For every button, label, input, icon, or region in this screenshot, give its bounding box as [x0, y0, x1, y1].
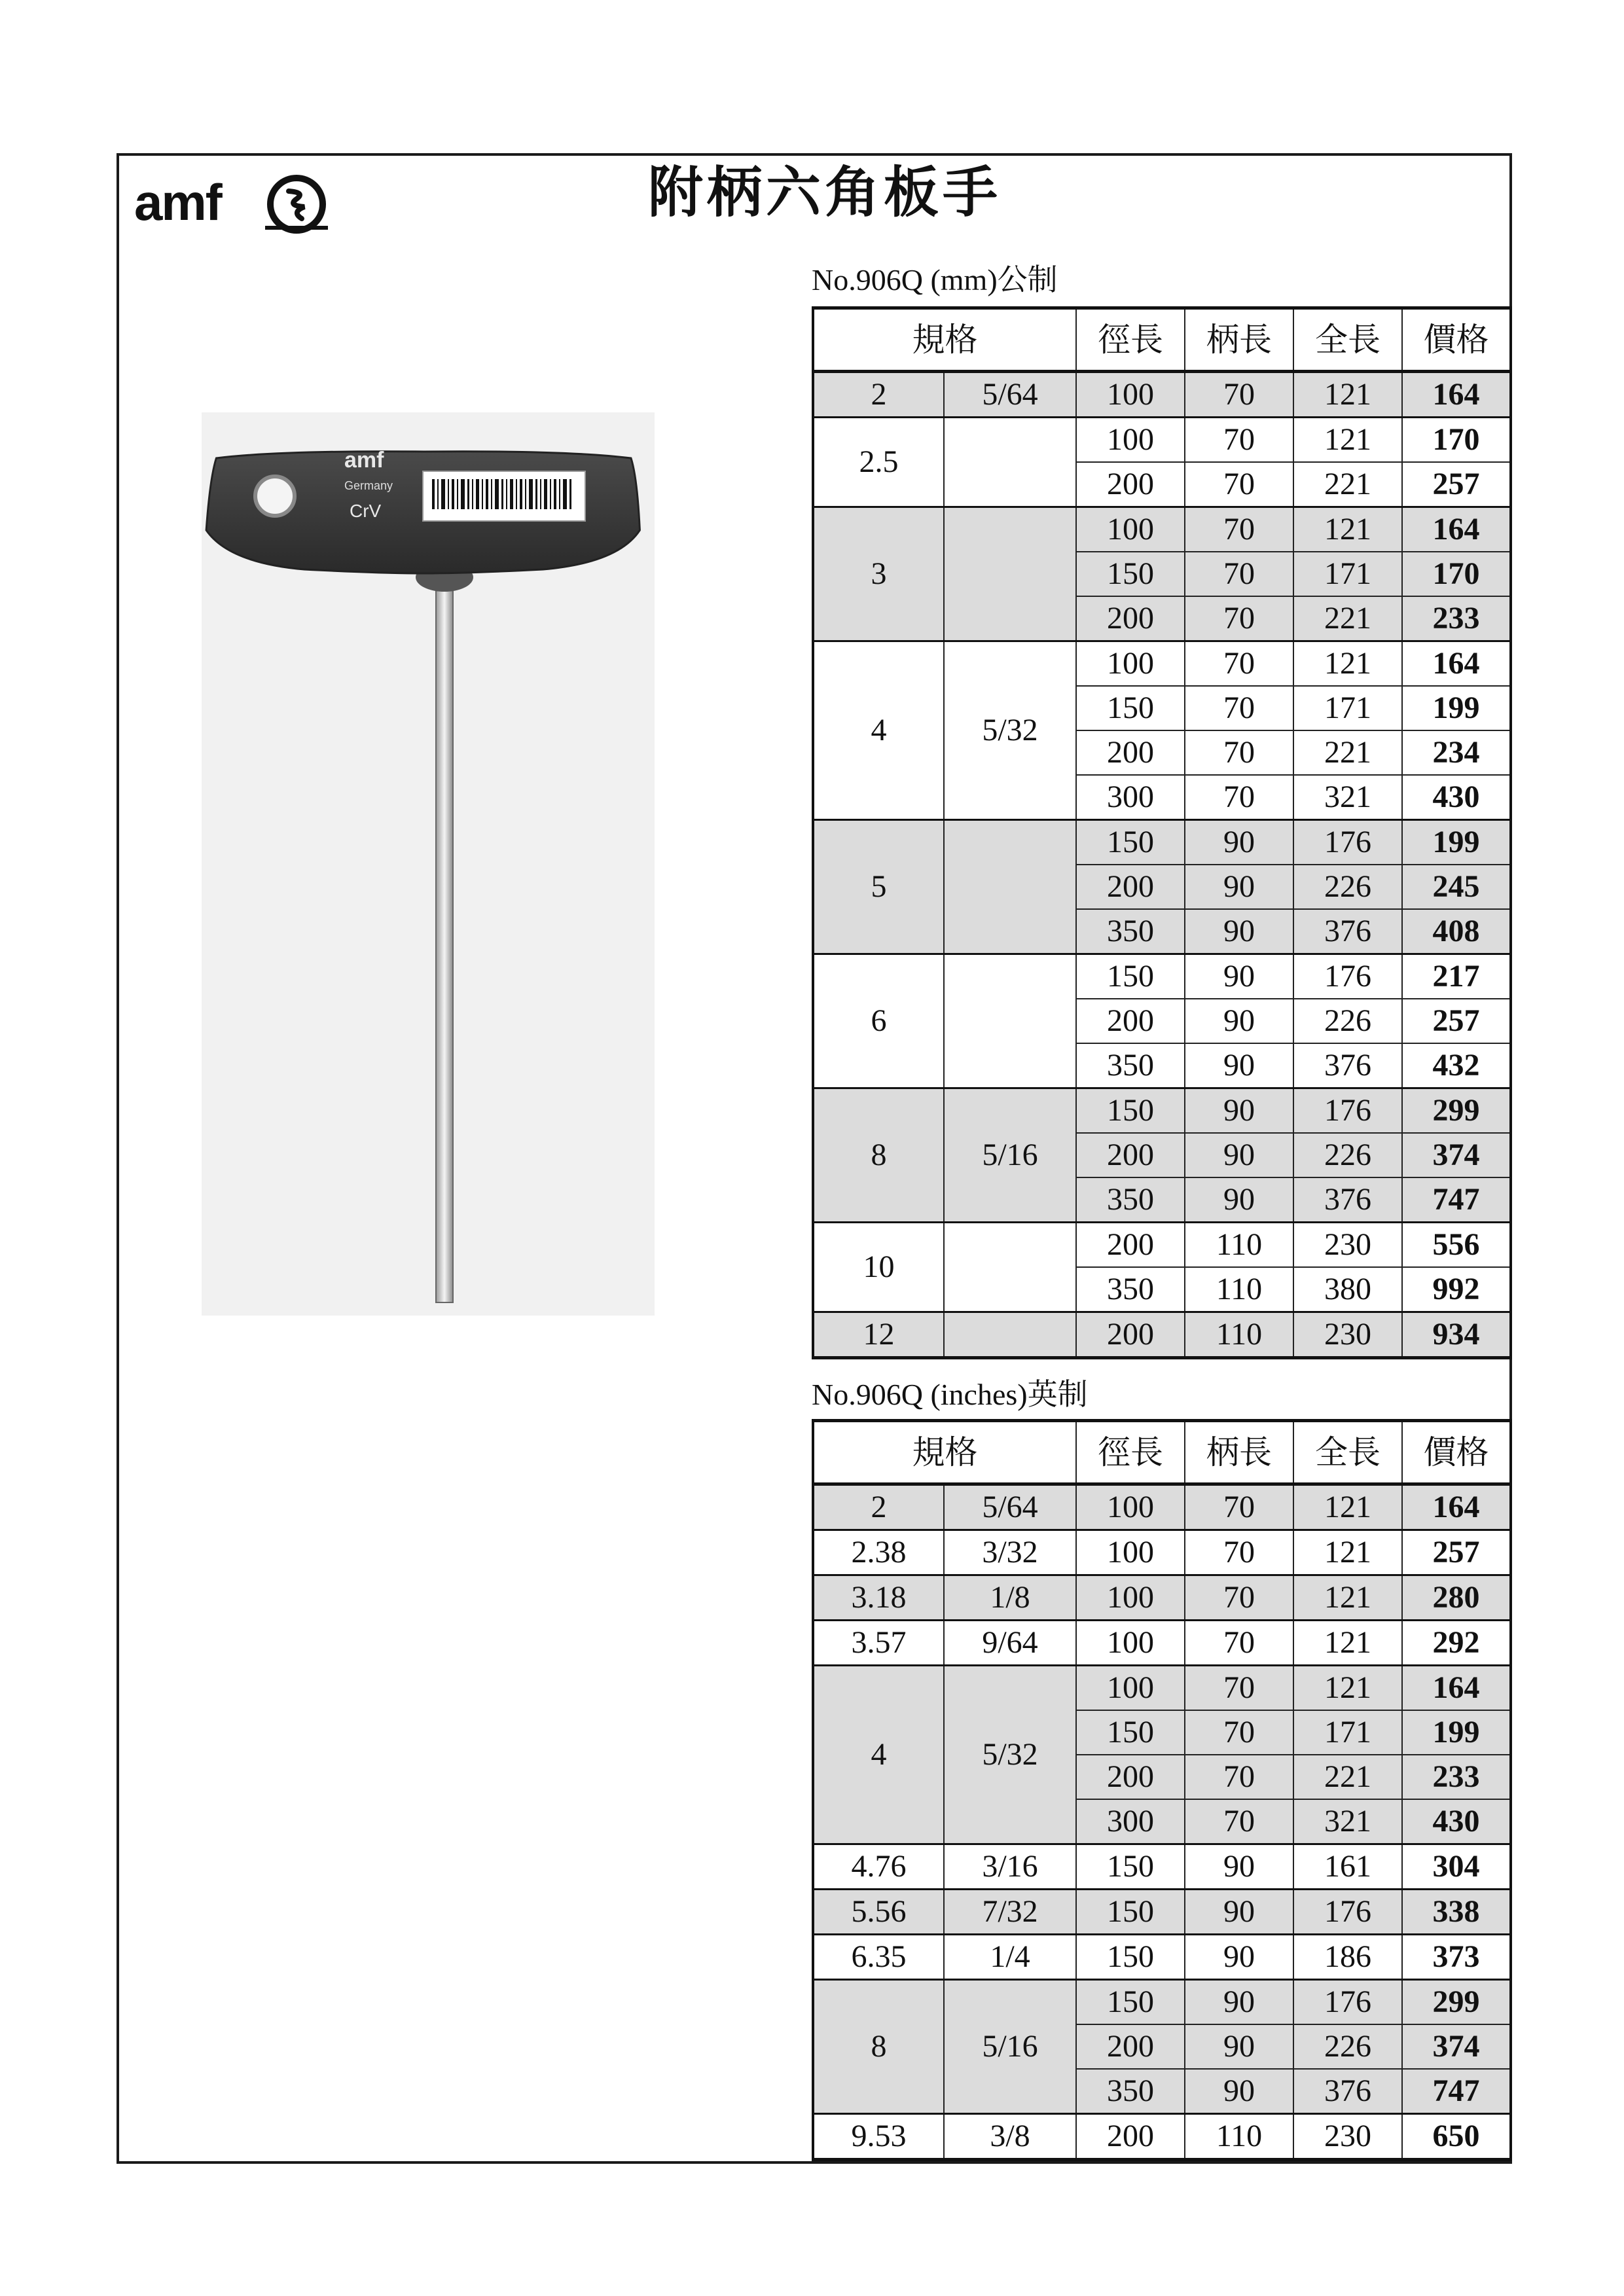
handle-length-cell: 70: [1185, 1710, 1293, 1755]
shank-length-cell: 100: [1076, 507, 1185, 552]
table-row: [813, 820, 1511, 865]
total-length-cell: 176: [1293, 1890, 1402, 1935]
total-length-cell: 121: [1293, 641, 1402, 687]
size-inch-cell: [944, 954, 1076, 1088]
size-inch-cell: 5/16: [944, 1980, 1076, 2114]
size-inch-cell: 1/8: [944, 1575, 1076, 1621]
table-row: [813, 1621, 1511, 1666]
price-cell: 257: [1402, 999, 1511, 1043]
size-inch-cell: 3/8: [944, 2114, 1076, 2160]
price-cell: 430: [1402, 1799, 1511, 1844]
shank-length-cell: 100: [1076, 1621, 1185, 1666]
price-cell: 199: [1402, 1710, 1511, 1755]
shank-length-cell: 150: [1076, 1710, 1185, 1755]
total-length-cell: 121: [1293, 1666, 1402, 1711]
size-mm-cell: 10: [813, 1223, 944, 1312]
handle-length-cell: 70: [1185, 1755, 1293, 1799]
table-row: [813, 1088, 1511, 1134]
handle-origin-text: Germany: [344, 479, 393, 492]
size-mm-cell: 2: [813, 1484, 944, 1530]
price-cell: 164: [1402, 1666, 1511, 1711]
price-cell: 234: [1402, 730, 1511, 775]
t-handle-wrench-image: [202, 412, 655, 1316]
total-length-cell: 226: [1293, 1133, 1402, 1177]
shank-length-cell: 100: [1076, 372, 1185, 418]
price-cell: 556: [1402, 1223, 1511, 1268]
page-title: 附柄六角板手: [648, 160, 1002, 224]
handle-length-cell: 90: [1185, 820, 1293, 865]
handle-length-cell: 90: [1185, 2024, 1293, 2069]
total-length-cell: 380: [1293, 1267, 1402, 1312]
shank-length-cell: 100: [1076, 641, 1185, 687]
size-mm-cell: 5: [813, 820, 944, 954]
price-cell: 408: [1402, 909, 1511, 954]
total-length-cell: 121: [1293, 1530, 1402, 1575]
total-length-cell: 226: [1293, 2024, 1402, 2069]
handle-length-cell: 110: [1185, 2114, 1293, 2160]
table-row: [813, 1844, 1511, 1890]
price-cell: 650: [1402, 2114, 1511, 2160]
size-mm-cell: 9.53: [813, 2114, 944, 2160]
table-row: [813, 641, 1511, 687]
size-mm-cell: 3: [813, 507, 944, 641]
size-inch-cell: 3/16: [944, 1844, 1076, 1890]
size-inch-cell: 7/32: [944, 1890, 1076, 1935]
size-inch-cell: [944, 1223, 1076, 1312]
price-cell: 373: [1402, 1935, 1511, 1980]
header-price: 價格: [1402, 1421, 1511, 1484]
shank-length-cell: 200: [1076, 2024, 1185, 2069]
shank-length-cell: 150: [1076, 1890, 1185, 1935]
shank-length-cell: 350: [1076, 2069, 1185, 2114]
shank-length-cell: 200: [1076, 1755, 1185, 1799]
shank-length-cell: 150: [1076, 1088, 1185, 1134]
shank-length-cell: 350: [1076, 1043, 1185, 1088]
total-length-cell: 161: [1293, 1844, 1402, 1890]
handle-length-cell: 90: [1185, 1935, 1293, 1980]
handle-length-cell: 90: [1185, 1980, 1293, 2025]
total-length-cell: 121: [1293, 418, 1402, 463]
product-photo: [202, 412, 655, 1316]
shank-length-cell: 150: [1076, 1935, 1185, 1980]
total-length-cell: 230: [1293, 2114, 1402, 2160]
handle-length-cell: 70: [1185, 1575, 1293, 1621]
table-row: [813, 1666, 1511, 1711]
shank-length-cell: 200: [1076, 2114, 1185, 2160]
total-length-cell: 230: [1293, 1312, 1402, 1358]
total-length-cell: 221: [1293, 730, 1402, 775]
header-shank: 徑長: [1076, 308, 1185, 372]
size-mm-cell: 12: [813, 1312, 944, 1358]
size-mm-cell: 3.57: [813, 1621, 944, 1666]
size-mm-cell: 2.38: [813, 1530, 944, 1575]
handle-brand-text: amf: [344, 448, 384, 473]
price-cell: 430: [1402, 775, 1511, 820]
handle-length-cell: 70: [1185, 418, 1293, 463]
table-row: [813, 372, 1511, 418]
price-cell: 170: [1402, 418, 1511, 463]
amf-logo: [134, 171, 331, 237]
handle-length-cell: 90: [1185, 2069, 1293, 2114]
shank-length-cell: 200: [1076, 1223, 1185, 1268]
total-length-cell: 171: [1293, 552, 1402, 596]
shank-length-cell: 150: [1076, 552, 1185, 596]
shank-length-cell: 200: [1076, 596, 1185, 641]
handle-length-cell: 90: [1185, 1133, 1293, 1177]
handle-length-cell: 110: [1185, 1267, 1293, 1312]
handle-length-cell: 110: [1185, 1223, 1293, 1268]
shank-length-cell: 200: [1076, 462, 1185, 507]
size-mm-cell: 5.56: [813, 1890, 944, 1935]
handle-length-cell: 70: [1185, 730, 1293, 775]
shank-length-cell: 300: [1076, 775, 1185, 820]
price-cell: 233: [1402, 1755, 1511, 1799]
shank-length-cell: 300: [1076, 1799, 1185, 1844]
handle-length-cell: 70: [1185, 686, 1293, 730]
size-mm-cell: 8: [813, 1980, 944, 2114]
total-length-cell: 221: [1293, 1755, 1402, 1799]
shank-length-cell: 200: [1076, 730, 1185, 775]
size-inch-cell: 5/64: [944, 1484, 1076, 1530]
header-total: 全長: [1293, 1421, 1402, 1484]
handle-length-cell: 70: [1185, 1666, 1293, 1711]
total-length-cell: 376: [1293, 2069, 1402, 2114]
header-price: 價格: [1402, 308, 1511, 372]
price-cell: 199: [1402, 820, 1511, 865]
shank-length-cell: 100: [1076, 418, 1185, 463]
table-row: [813, 1980, 1511, 2025]
size-inch-cell: [944, 418, 1076, 507]
header-handle: 柄長: [1185, 308, 1293, 372]
handle-length-cell: 90: [1185, 1043, 1293, 1088]
price-cell: 170: [1402, 552, 1511, 596]
price-cell: 292: [1402, 1621, 1511, 1666]
table-row: [813, 1575, 1511, 1621]
handle-length-cell: 90: [1185, 954, 1293, 999]
handle-length-cell: 90: [1185, 999, 1293, 1043]
size-inch-cell: 1/4: [944, 1935, 1076, 1980]
handle-length-cell: 70: [1185, 1530, 1293, 1575]
total-length-cell: 226: [1293, 865, 1402, 909]
handle-material-text: CrV: [350, 501, 382, 521]
inches-section-title: No.906Q (inches)英制: [812, 1378, 1088, 1411]
size-inch-cell: 5/64: [944, 372, 1076, 418]
logo-text: amf: [134, 173, 221, 231]
size-inch-cell: 5/32: [944, 1666, 1076, 1844]
size-inch-cell: 9/64: [944, 1621, 1076, 1666]
price-cell: 233: [1402, 596, 1511, 641]
header-total: 全長: [1293, 308, 1402, 372]
inches-spec-table: [812, 1419, 1512, 2161]
total-length-cell: 221: [1293, 596, 1402, 641]
price-cell: 280: [1402, 1575, 1511, 1621]
shank-length-cell: 200: [1076, 865, 1185, 909]
size-inch-cell: [944, 507, 1076, 641]
price-cell: 164: [1402, 1484, 1511, 1530]
handle-length-cell: 90: [1185, 1844, 1293, 1890]
size-inch-cell: 3/32: [944, 1530, 1076, 1575]
total-length-cell: 171: [1293, 686, 1402, 730]
handle-length-cell: 90: [1185, 1088, 1293, 1134]
total-length-cell: 230: [1293, 1223, 1402, 1268]
handle-length-cell: 90: [1185, 909, 1293, 954]
shank-length-cell: 100: [1076, 1530, 1185, 1575]
price-cell: 747: [1402, 1177, 1511, 1223]
handle-length-cell: 70: [1185, 462, 1293, 507]
shank-length-cell: 200: [1076, 999, 1185, 1043]
total-length-cell: 321: [1293, 1799, 1402, 1844]
price-cell: 257: [1402, 462, 1511, 507]
table-row: [813, 1223, 1511, 1268]
price-cell: 992: [1402, 1267, 1511, 1312]
handle-length-cell: 90: [1185, 1177, 1293, 1223]
shank-length-cell: 100: [1076, 1575, 1185, 1621]
total-length-cell: 176: [1293, 1980, 1402, 2025]
price-cell: 432: [1402, 1043, 1511, 1088]
shank-length-cell: 150: [1076, 954, 1185, 999]
shank-length-cell: 100: [1076, 1666, 1185, 1711]
handle-length-cell: 70: [1185, 1484, 1293, 1530]
size-mm-cell: 6.35: [813, 1935, 944, 1980]
price-cell: 299: [1402, 1980, 1511, 2025]
table-row: [813, 1484, 1511, 1530]
metric-section-title: No.906Q (mm)公制: [812, 263, 1058, 296]
handle-length-cell: 110: [1185, 1312, 1293, 1358]
shank-length-cell: 350: [1076, 1177, 1185, 1223]
logo-screw-icon: [265, 173, 328, 236]
handle-length-cell: 90: [1185, 865, 1293, 909]
shank-length-cell: 150: [1076, 820, 1185, 865]
shank-length-cell: 150: [1076, 686, 1185, 730]
shank-length-cell: 150: [1076, 1980, 1185, 2025]
handle-length-cell: 70: [1185, 372, 1293, 418]
shank-length-cell: 200: [1076, 1312, 1185, 1358]
table-row: [813, 507, 1511, 552]
size-mm-cell: 2: [813, 372, 944, 418]
size-mm-cell: 3.18: [813, 1575, 944, 1621]
table-row: [813, 1530, 1511, 1575]
total-length-cell: 376: [1293, 1177, 1402, 1223]
price-cell: 164: [1402, 372, 1511, 418]
shank-length-cell: 200: [1076, 1133, 1185, 1177]
size-mm-cell: 8: [813, 1088, 944, 1223]
price-cell: 374: [1402, 1133, 1511, 1177]
total-length-cell: 121: [1293, 372, 1402, 418]
size-mm-cell: 4: [813, 641, 944, 820]
price-cell: 299: [1402, 1088, 1511, 1134]
handle-length-cell: 70: [1185, 507, 1293, 552]
price-cell: 304: [1402, 1844, 1511, 1890]
header-spec: 規格: [813, 1421, 1076, 1484]
price-cell: 934: [1402, 1312, 1511, 1358]
table-row: [813, 2114, 1511, 2160]
shank-length-cell: 350: [1076, 909, 1185, 954]
size-inch-cell: [944, 1312, 1076, 1358]
handle-length-cell: 70: [1185, 775, 1293, 820]
total-length-cell: 121: [1293, 507, 1402, 552]
price-cell: 164: [1402, 641, 1511, 687]
total-length-cell: 121: [1293, 1484, 1402, 1530]
total-length-cell: 176: [1293, 1088, 1402, 1134]
total-length-cell: 121: [1293, 1575, 1402, 1621]
table-row: [813, 1890, 1511, 1935]
price-cell: 164: [1402, 507, 1511, 552]
total-length-cell: 176: [1293, 820, 1402, 865]
total-length-cell: 186: [1293, 1935, 1402, 1980]
total-length-cell: 121: [1293, 1621, 1402, 1666]
size-inch-cell: 5/16: [944, 1088, 1076, 1223]
price-cell: 747: [1402, 2069, 1511, 2114]
total-length-cell: 376: [1293, 1043, 1402, 1088]
total-length-cell: 321: [1293, 775, 1402, 820]
metric-spec-table: [812, 306, 1512, 1359]
header-spec: 規格: [813, 308, 1076, 372]
table-row: [813, 954, 1511, 999]
handle-length-cell: 70: [1185, 552, 1293, 596]
size-mm-cell: 2.5: [813, 418, 944, 507]
price-cell: 257: [1402, 1530, 1511, 1575]
shank-length-cell: 150: [1076, 1844, 1185, 1890]
header-shank: 徑長: [1076, 1421, 1185, 1484]
total-length-cell: 221: [1293, 462, 1402, 507]
handle-length-cell: 70: [1185, 1621, 1293, 1666]
total-length-cell: 171: [1293, 1710, 1402, 1755]
total-length-cell: 376: [1293, 909, 1402, 954]
table-row: [813, 1935, 1511, 1980]
size-mm-cell: 4: [813, 1666, 944, 1844]
handle-length-cell: 70: [1185, 596, 1293, 641]
handle-length-cell: 90: [1185, 1890, 1293, 1935]
total-length-cell: 176: [1293, 954, 1402, 999]
size-mm-cell: 6: [813, 954, 944, 1088]
price-cell: 338: [1402, 1890, 1511, 1935]
table-row: [813, 418, 1511, 463]
price-cell: 374: [1402, 2024, 1511, 2069]
size-mm-cell: 4.76: [813, 1844, 944, 1890]
price-cell: 217: [1402, 954, 1511, 999]
handle-length-cell: 70: [1185, 641, 1293, 687]
price-cell: 245: [1402, 865, 1511, 909]
shank-length-cell: 350: [1076, 1267, 1185, 1312]
total-length-cell: 226: [1293, 999, 1402, 1043]
handle-length-cell: 70: [1185, 1799, 1293, 1844]
price-cell: 199: [1402, 686, 1511, 730]
header-handle: 柄長: [1185, 1421, 1293, 1484]
table-row: [813, 1312, 1511, 1358]
size-inch-cell: 5/32: [944, 641, 1076, 820]
shank-length-cell: 100: [1076, 1484, 1185, 1530]
size-inch-cell: [944, 820, 1076, 954]
